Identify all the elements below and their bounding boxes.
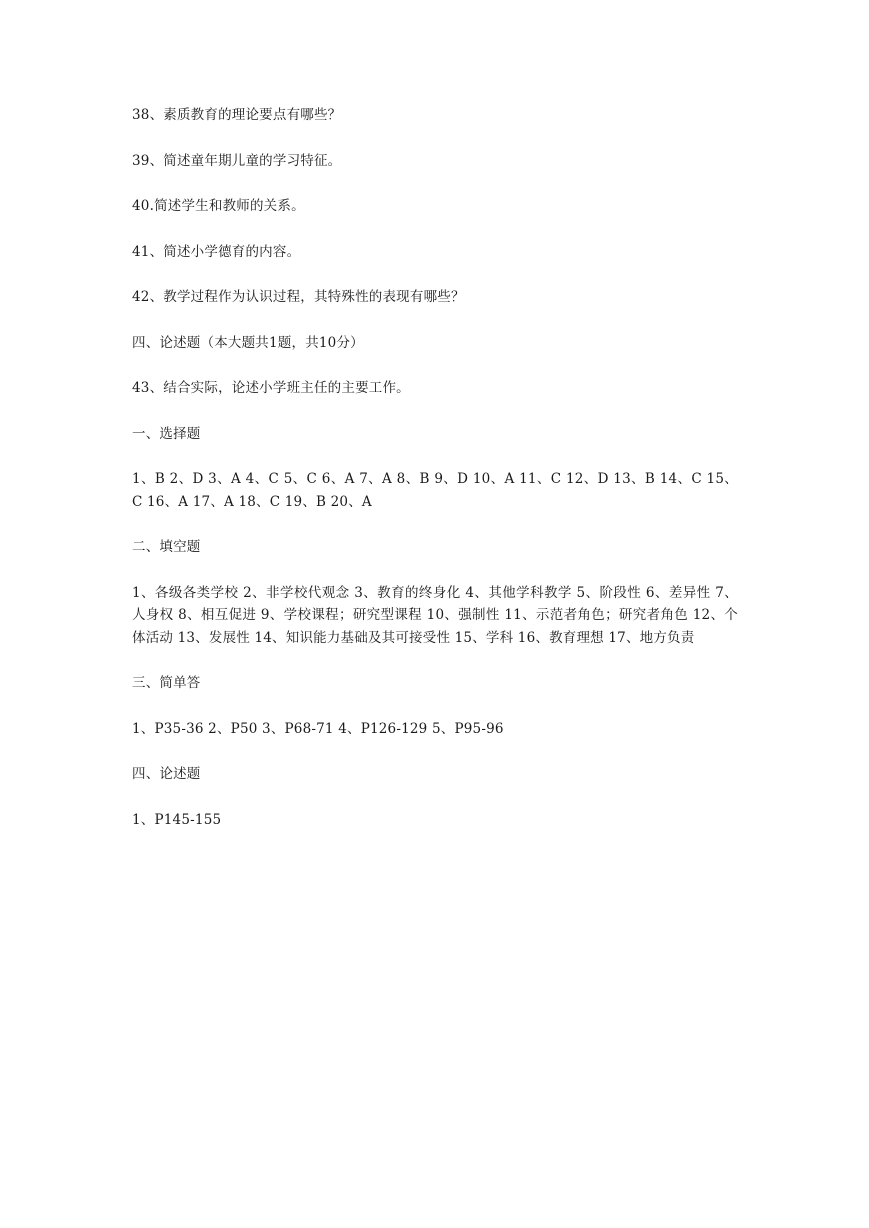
answer-heading-fill-blank: 二、填空题	[132, 539, 201, 555]
answers-multiple-choice: 1、B 2、D 3、A 4、C 5、C 6、A 7、A 8、B 9、D 10、A 11、C 12、D 13、B 14、C 15、C 16、A 17、A 18、C 19、B 20、A	[132, 471, 738, 510]
answers-short-answer: 1、P35-36 2、P50 3、P68-71 4、P126-129 5、P95-96	[132, 720, 504, 737]
question-41: 41、简述小学德育的内容。	[132, 243, 301, 260]
answer-heading-short-answer: 三、简单答	[132, 675, 201, 691]
answer-heading-essay: 四、论述题	[132, 766, 201, 782]
document-body	[132, 104, 738, 854]
question-43: 43、结合实际，论述小学班主任的主要工作。	[132, 380, 410, 396]
question-42: 42、教学过程作为认识过程，其特殊性的表现有哪些？	[132, 289, 465, 305]
question-40: 40.简述学生和教师的关系。	[132, 198, 305, 214]
answers-fill-blank: 1、各级各类学校 2、非学校代观念 3、教育的终身化 4、其他学科教学 5、阶段性 6、差异性 7、人身权 8、相互促进 9、学校课程；研究型课程 10、强制性 11、示范者角色；研究者角色 12、个体活动 13、发展性 14、知识能力基础及其可接受性 15、学科 16、教育理想 17、地方负责	[132, 584, 738, 646]
question-38: 38、素质教育的理论要点有哪些？	[132, 107, 342, 123]
answer-heading-multiple-choice: 一、选择题	[132, 425, 201, 442]
answers-essay: 1、P145-155	[132, 811, 222, 828]
section-heading-essay: 四、论述题（本大题共1题，共10分）	[132, 334, 364, 351]
question-39: 39、简述童年期儿童的学习特征。	[132, 152, 342, 169]
